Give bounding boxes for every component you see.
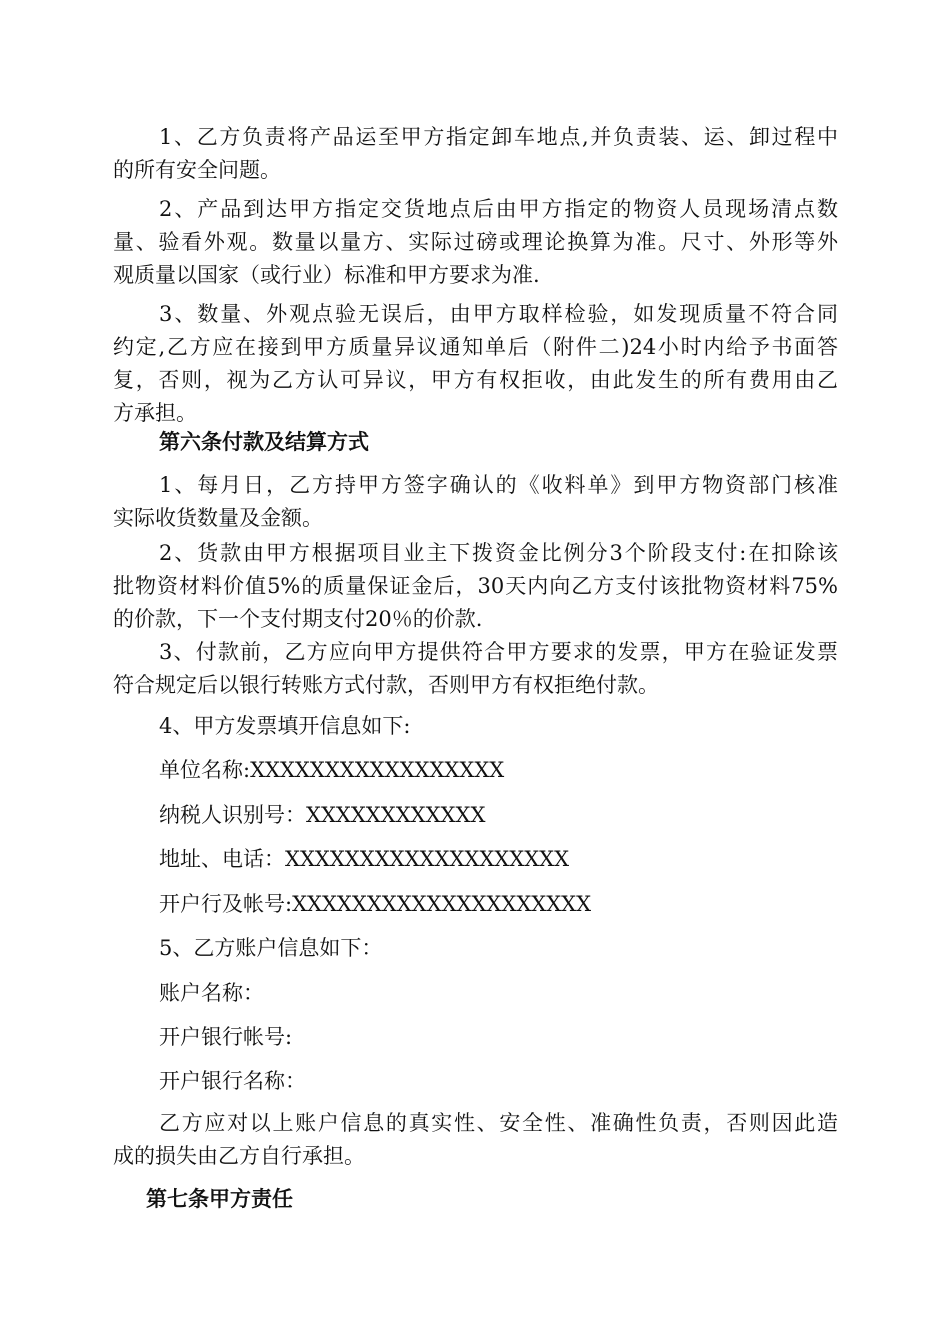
- text-line: 的所有安全问题。: [113, 158, 281, 182]
- paragraph-party-b-account-title: [113, 932, 838, 965]
- heading-text: 第六条付款及结算方式: [159, 429, 369, 454]
- paragraph-quality-inspection: [113, 298, 838, 430]
- text-line: 1、乙方负责将产品运至甲方指定卸车地点,并负责装、运、卸过程中: [159, 125, 838, 149]
- text-line: 5、乙方账户信息如下：: [159, 936, 383, 960]
- text-line: 账户名称：: [159, 981, 264, 1005]
- text-line: 的价款，下一个支付期支付20％的价款.: [113, 607, 483, 631]
- paragraph-invoice-requirement: [113, 636, 838, 702]
- text-line: 批物资材料价值5%的质量保证金后，30天内向乙方支付该批物资材料75%: [113, 574, 838, 598]
- paragraph-delivery-unloading: [113, 121, 838, 187]
- text-line: 3、付款前，乙方应向甲方提供符合甲方要求的发票，甲方在验证发票: [159, 640, 838, 664]
- text-line: 2、货款由甲方根据项目业主下拨资金比例分3个阶段支付:在扣除该: [159, 541, 838, 565]
- text-line: 开户行及帐号:XXXXXXXXXXXXXXXXXXXX: [159, 892, 592, 916]
- text-line: 地址、电话：XXXXXXXXXXXXXXXXXXX: [159, 847, 570, 871]
- text-line: 符合规定后以银行转账方式付款，否则甲方有权拒绝付款。: [113, 673, 659, 697]
- paragraph-quantity-check: [113, 193, 838, 292]
- field-bank-name: [113, 1065, 838, 1098]
- heading-text: 第七条甲方责任: [146, 1186, 293, 1211]
- text-line: 单位名称:XXXXXXXXXXXXXXXXX: [159, 758, 505, 782]
- text-line: 3、数量、外观点验无误后，由甲方取样检验，如发现质量不符合同: [159, 302, 838, 326]
- text-line: 乙方应对以上账户信息的真实性、安全性、准确性负责，否则因此造: [159, 1111, 838, 1135]
- text-line: 2、产品到达甲方指定交货地点后由甲方指定的物资人员现场清点数: [159, 197, 838, 221]
- text-line: 开户银行帐号:: [159, 1025, 293, 1049]
- field-company-name: [113, 754, 838, 787]
- text-line: 量、验看外观。数量以量方、实际过磅或理论换算为准。尺寸、外形等外: [113, 230, 838, 254]
- text-line: 开户银行名称：: [159, 1069, 306, 1093]
- text-line: 纳税人识别号：XXXXXXXXXXXX: [159, 803, 486, 827]
- field-account-name: [113, 977, 838, 1010]
- text-line: 成的损失由乙方自行承担。: [113, 1144, 365, 1168]
- paragraph-invoice-info-title: [113, 710, 838, 743]
- paragraph-monthly-receipt: [113, 469, 838, 535]
- text-line: 1、每月日，乙方持甲方签字确认的《收料单》到甲方物资部门核准: [159, 473, 838, 497]
- text-line: 复，否则，视为乙方认可异议，甲方有权拒收，由此发生的所有费用由乙: [113, 368, 838, 392]
- paragraph-account-responsibility: [113, 1107, 838, 1173]
- field-bank-account-number: [113, 1021, 838, 1054]
- field-bank-account: [113, 888, 838, 921]
- field-taxpayer-id: [113, 799, 838, 832]
- field-address-phone: [113, 843, 838, 876]
- section-heading-article-7: [146, 1182, 838, 1215]
- section-heading-article-6: [113, 425, 838, 458]
- text-line: 4、甲方发票填开信息如下:: [159, 714, 411, 738]
- text-line: 方承担。: [113, 401, 197, 425]
- text-line: 实际收货数量及金额。: [113, 506, 323, 530]
- text-line: 约定,乙方应在接到甲方质量异议通知单后（附件二)24小时内给予书面答: [113, 335, 838, 359]
- paragraph-payment-stages: [113, 537, 838, 636]
- text-line: 观质量以国家（或行业）标准和甲方要求为准.: [113, 263, 540, 287]
